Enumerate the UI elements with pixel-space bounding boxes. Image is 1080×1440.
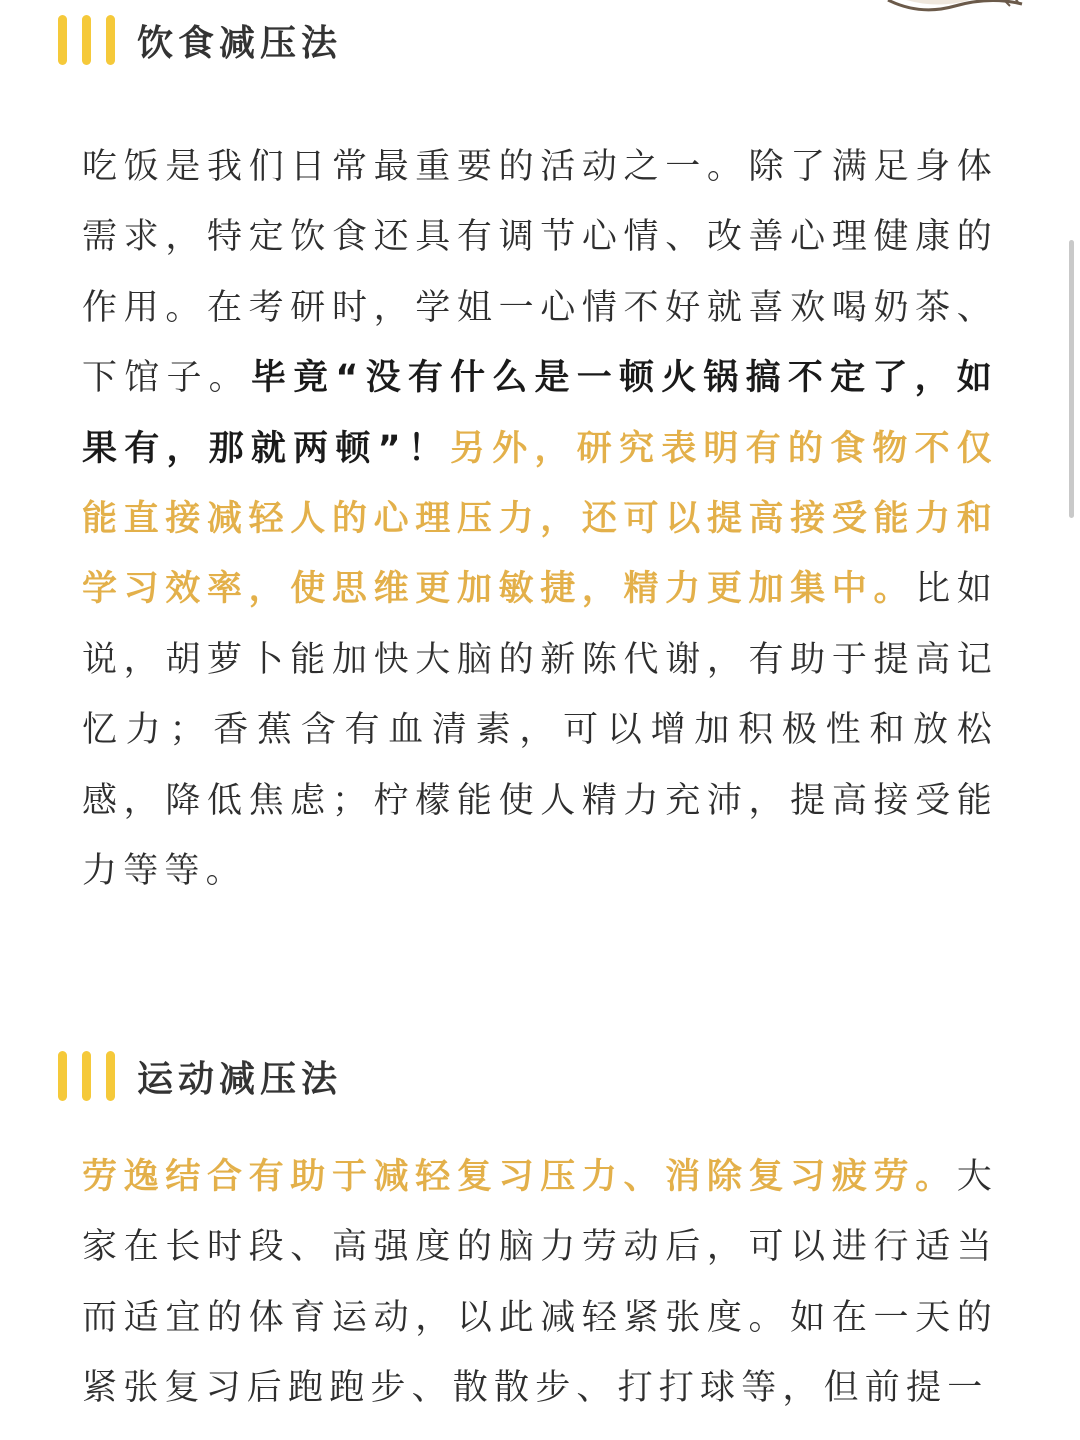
accent-bar xyxy=(82,1051,91,1101)
section-header-diet xyxy=(58,14,342,66)
text-run: 比如说，胡萝卜能加快大脑的新陈代谢，有助于提高记忆力；香蕉含有血清素，可以增加积极性和放松感，降低焦虑；柠檬能使人精力充沛，提高接受能力等等。 xyxy=(82,569,998,892)
accent-bar xyxy=(58,15,67,65)
top-illustration xyxy=(880,0,1030,12)
accent-bars xyxy=(58,1051,115,1101)
text-run: 吃饭是我们日常最重要的活动之一。除了满足身体需求，特定饮食还具有调节心情、改善心理健康的作用。在考研时，学姐一心情不好就喜欢喝奶茶、下馆子。 xyxy=(82,147,998,399)
highlight-text-run: 劳逸结合有助于减轻复习压力、消除复习疲劳。 xyxy=(82,1157,957,1197)
section-title: 运动减压法 xyxy=(137,1058,343,1100)
text-run: 大家在长时段、高强度的脑力劳动后，可以进行适当而适宜的体育运动，以此减轻紧张度。如在一天的紧张复习后跑跑步、散散步、打打球等，但前提一 xyxy=(82,1157,998,1409)
highlight-text-run: 另外，研究表明有的食物不仅能直接减轻人的心理压力，还可以提高接受能力和学习效率，使思维更加敏捷，精力更加集中。 xyxy=(82,428,998,610)
accent-bars xyxy=(58,15,115,65)
bold-text-run: 毕竟“没有什么是一顿火锅搞不定了，如果有，那就两顿”！ xyxy=(82,358,998,469)
accent-bar xyxy=(106,1051,115,1101)
exercise-paragraph xyxy=(82,1142,998,1424)
accent-bar xyxy=(58,1051,67,1101)
section-header-exercise xyxy=(58,1050,342,1102)
scrollbar[interactable] xyxy=(1069,240,1074,518)
accent-bar xyxy=(106,15,115,65)
accent-bar xyxy=(82,15,91,65)
diet-paragraph xyxy=(82,132,998,906)
section-title: 饮食减压法 xyxy=(137,22,343,64)
